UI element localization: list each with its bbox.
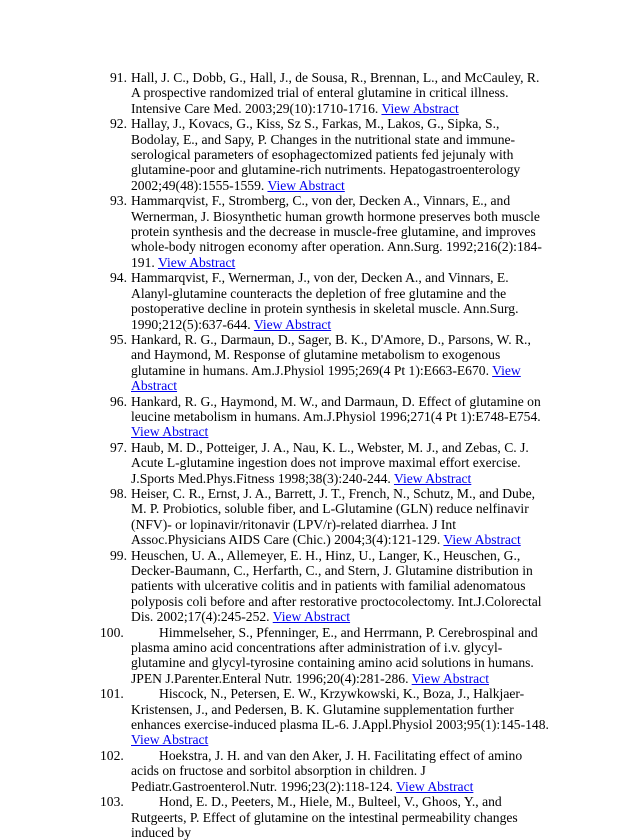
view-abstract-link[interactable]: View Abstract (131, 362, 521, 394)
reference-number: 102. (100, 747, 124, 763)
reference-number: 100. (100, 624, 124, 640)
reference-text: Hiscock, N., Petersen, E. W., Krzywkowski, K., Boza, J., Halkjaer-Kristensen, J., and Pedersen, B. K. Glutamine supplementation further enhances exercise-induced plasma IL-6. J.Appl.Physiol 2003;95(1):145-148. (131, 686, 549, 733)
reference-text: Hankard, R. G., Haymond, M. W., and Darmaun, D. Effect of glutamine on leucine metabolism in humans. Am.J.Physiol 1996;271(4 Pt 1):E748-E754. (131, 393, 541, 424)
reference-text: Hammarqvist, F., Wernerman, J., von der, Decken A., and Vinnars, E. Alanyl-glutamine counteracts the depletion of free glutamine and the postoperative decline in protein synthesis in skeletal muscle. Ann.Surg. 1990;212(5):637-644. (131, 270, 519, 332)
reference-text: Hankard, R. G., Darmaun, D., Sager, B. K., D'Amore, D., Parsons, W. R., and Haymond, M. Response of glutamine metabolism to exogenous glutamine in humans. Am.J.Physiol 1995;269(4 Pt 1):E663-E670. (131, 331, 531, 378)
view-abstract-link[interactable]: View Abstract (267, 177, 345, 193)
reference-item (100, 624, 550, 687)
view-abstract-link[interactable]: View Abstract (396, 778, 474, 794)
reference-number: 91. (110, 70, 127, 85)
reference-item (110, 193, 550, 270)
reference-number: 103. (100, 794, 124, 810)
reference-item (110, 486, 550, 548)
view-abstract-link[interactable]: View Abstract (393, 470, 472, 486)
view-abstract-link[interactable]: View Abstract (253, 316, 332, 332)
view-abstract-link[interactable]: View Abstract (157, 254, 236, 270)
reference-text: Himmelseher, S., Pfenninger, E., and Herrmann, P. Cerebrospinal and plasma amino acid concentrations after administration of i.v. glycyl-glutamine and glycyl-tyrosine containing amino acid solutions in humans. JPEN J.Parenter.Enteral Nutr. 1996;20(4):281-286. (131, 624, 538, 686)
reference-item (110, 548, 550, 625)
reference-text: Hoekstra, J. H. and van den Aker, J. H. Facilitating effect of amino acids on fructose and sorbitol absorption in children. J Pediatr.Gastroenterol.Nutr. 1996;23(2):118-124. (131, 747, 523, 794)
reference-item (100, 686, 550, 748)
view-abstract-link[interactable]: View Abstract (443, 532, 521, 548)
reference-item (110, 116, 550, 193)
reference-text: Heiser, C. R., Ernst, J. A., Barrett, J. T., French, N., Schutz, M., and Dube, M. P. Probiotics, soluble fiber, and L-Glutamine (GLN) reduce nelfinavir (NFV)- or lopinavir/ritonavir (LPV/r)-related diarrhea. J Int Assoc.Physicians AIDS Care (Chic.) 2004;3(4):121-129. (131, 485, 536, 548)
reference-item (110, 440, 550, 486)
reference-text: Hammarqvist, F., Stromberg, C., von der, Decken A., Vinnars, E., and Wernerman, J. Biosynthetic human growth hormone preserves both muscle protein synthesis and the decrease in muscle-free glutamine, and improves whole-body nitrogen economy after operation. Ann.Surg. 1992;216(2):184-191. (131, 193, 542, 270)
reference-number: 97. (110, 439, 127, 455)
reference-number: 98. (110, 485, 127, 501)
reference-text: Hall, J. C., Dobb, G., Hall, J., de Sousa, R., Brennan, L., and McCauley, R. A prospective randomized trial of enteral glutamine in critical illness. Intensive Care Med. 2003;29(10):1710-1716. (131, 70, 540, 116)
reference-item (110, 332, 550, 394)
reference-number: 93. (110, 193, 127, 209)
reference-item (100, 794, 550, 840)
reference-number: 92. (110, 116, 127, 132)
reference-number: 96. (110, 393, 127, 409)
view-abstract-link[interactable]: View Abstract (131, 732, 209, 748)
reference-text: Haub, M. D., Potteiger, J. A., Nau, K. L., Webster, M. J., and Zebas, C. J. Acute L-glutamine ingestion does not improve maximal effort exercise. J.Sports Med.Phys.Fitness 1998;38(3):240-244. (131, 439, 529, 486)
reference-text: Hallay, J., Kovacs, G., Kiss, Sz S., Farkas, M., Lakos, G., Sipka, S., Bodolay, E., and Sapy, P. Changes in the nutritional state and immune-serological parameters of esophagectomized patients fed jejunaly with glutamine-poor and glutamine-rich nutriments. Hepatogastroenterology 2002;49(48):1555-1559. (131, 116, 521, 193)
view-abstract-link[interactable]: View Abstract (381, 100, 459, 116)
reference-text: Heuschen, U. A., Allemeyer, E. H., Hinz, U., Langer, K., Heuschen, G., Decker-Baumann, C., Herfarth, C., and Stern, J. Glutamine distribution in patients with ulcerative colitis and in patients with familial adenomatous polyposis coli before and after restorative proctocolectomy. Int.J.Colorectal Dis. 2002;17(4):245-252. (131, 547, 542, 625)
reference-item (110, 270, 550, 332)
reference-number: 101. (100, 686, 124, 702)
view-abstract-link[interactable]: View Abstract (131, 424, 209, 440)
view-abstract-link[interactable]: View Abstract (272, 609, 351, 625)
reference-item (110, 70, 550, 116)
reference-text: Hond, E. D., Peeters, M., Hiele, M., Bulteel, V., Ghoos, Y., and Rutgeerts, P. Effect of glutamine on the intestinal permeability changes induced by (131, 794, 518, 840)
reference-list (100, 70, 550, 840)
reference-item (110, 394, 550, 440)
view-abstract-link[interactable]: View Abstract (411, 670, 489, 686)
reference-number: 94. (110, 270, 127, 286)
reference-item (100, 747, 550, 794)
reference-number: 99. (110, 547, 127, 563)
reference-number: 95. (110, 331, 127, 347)
